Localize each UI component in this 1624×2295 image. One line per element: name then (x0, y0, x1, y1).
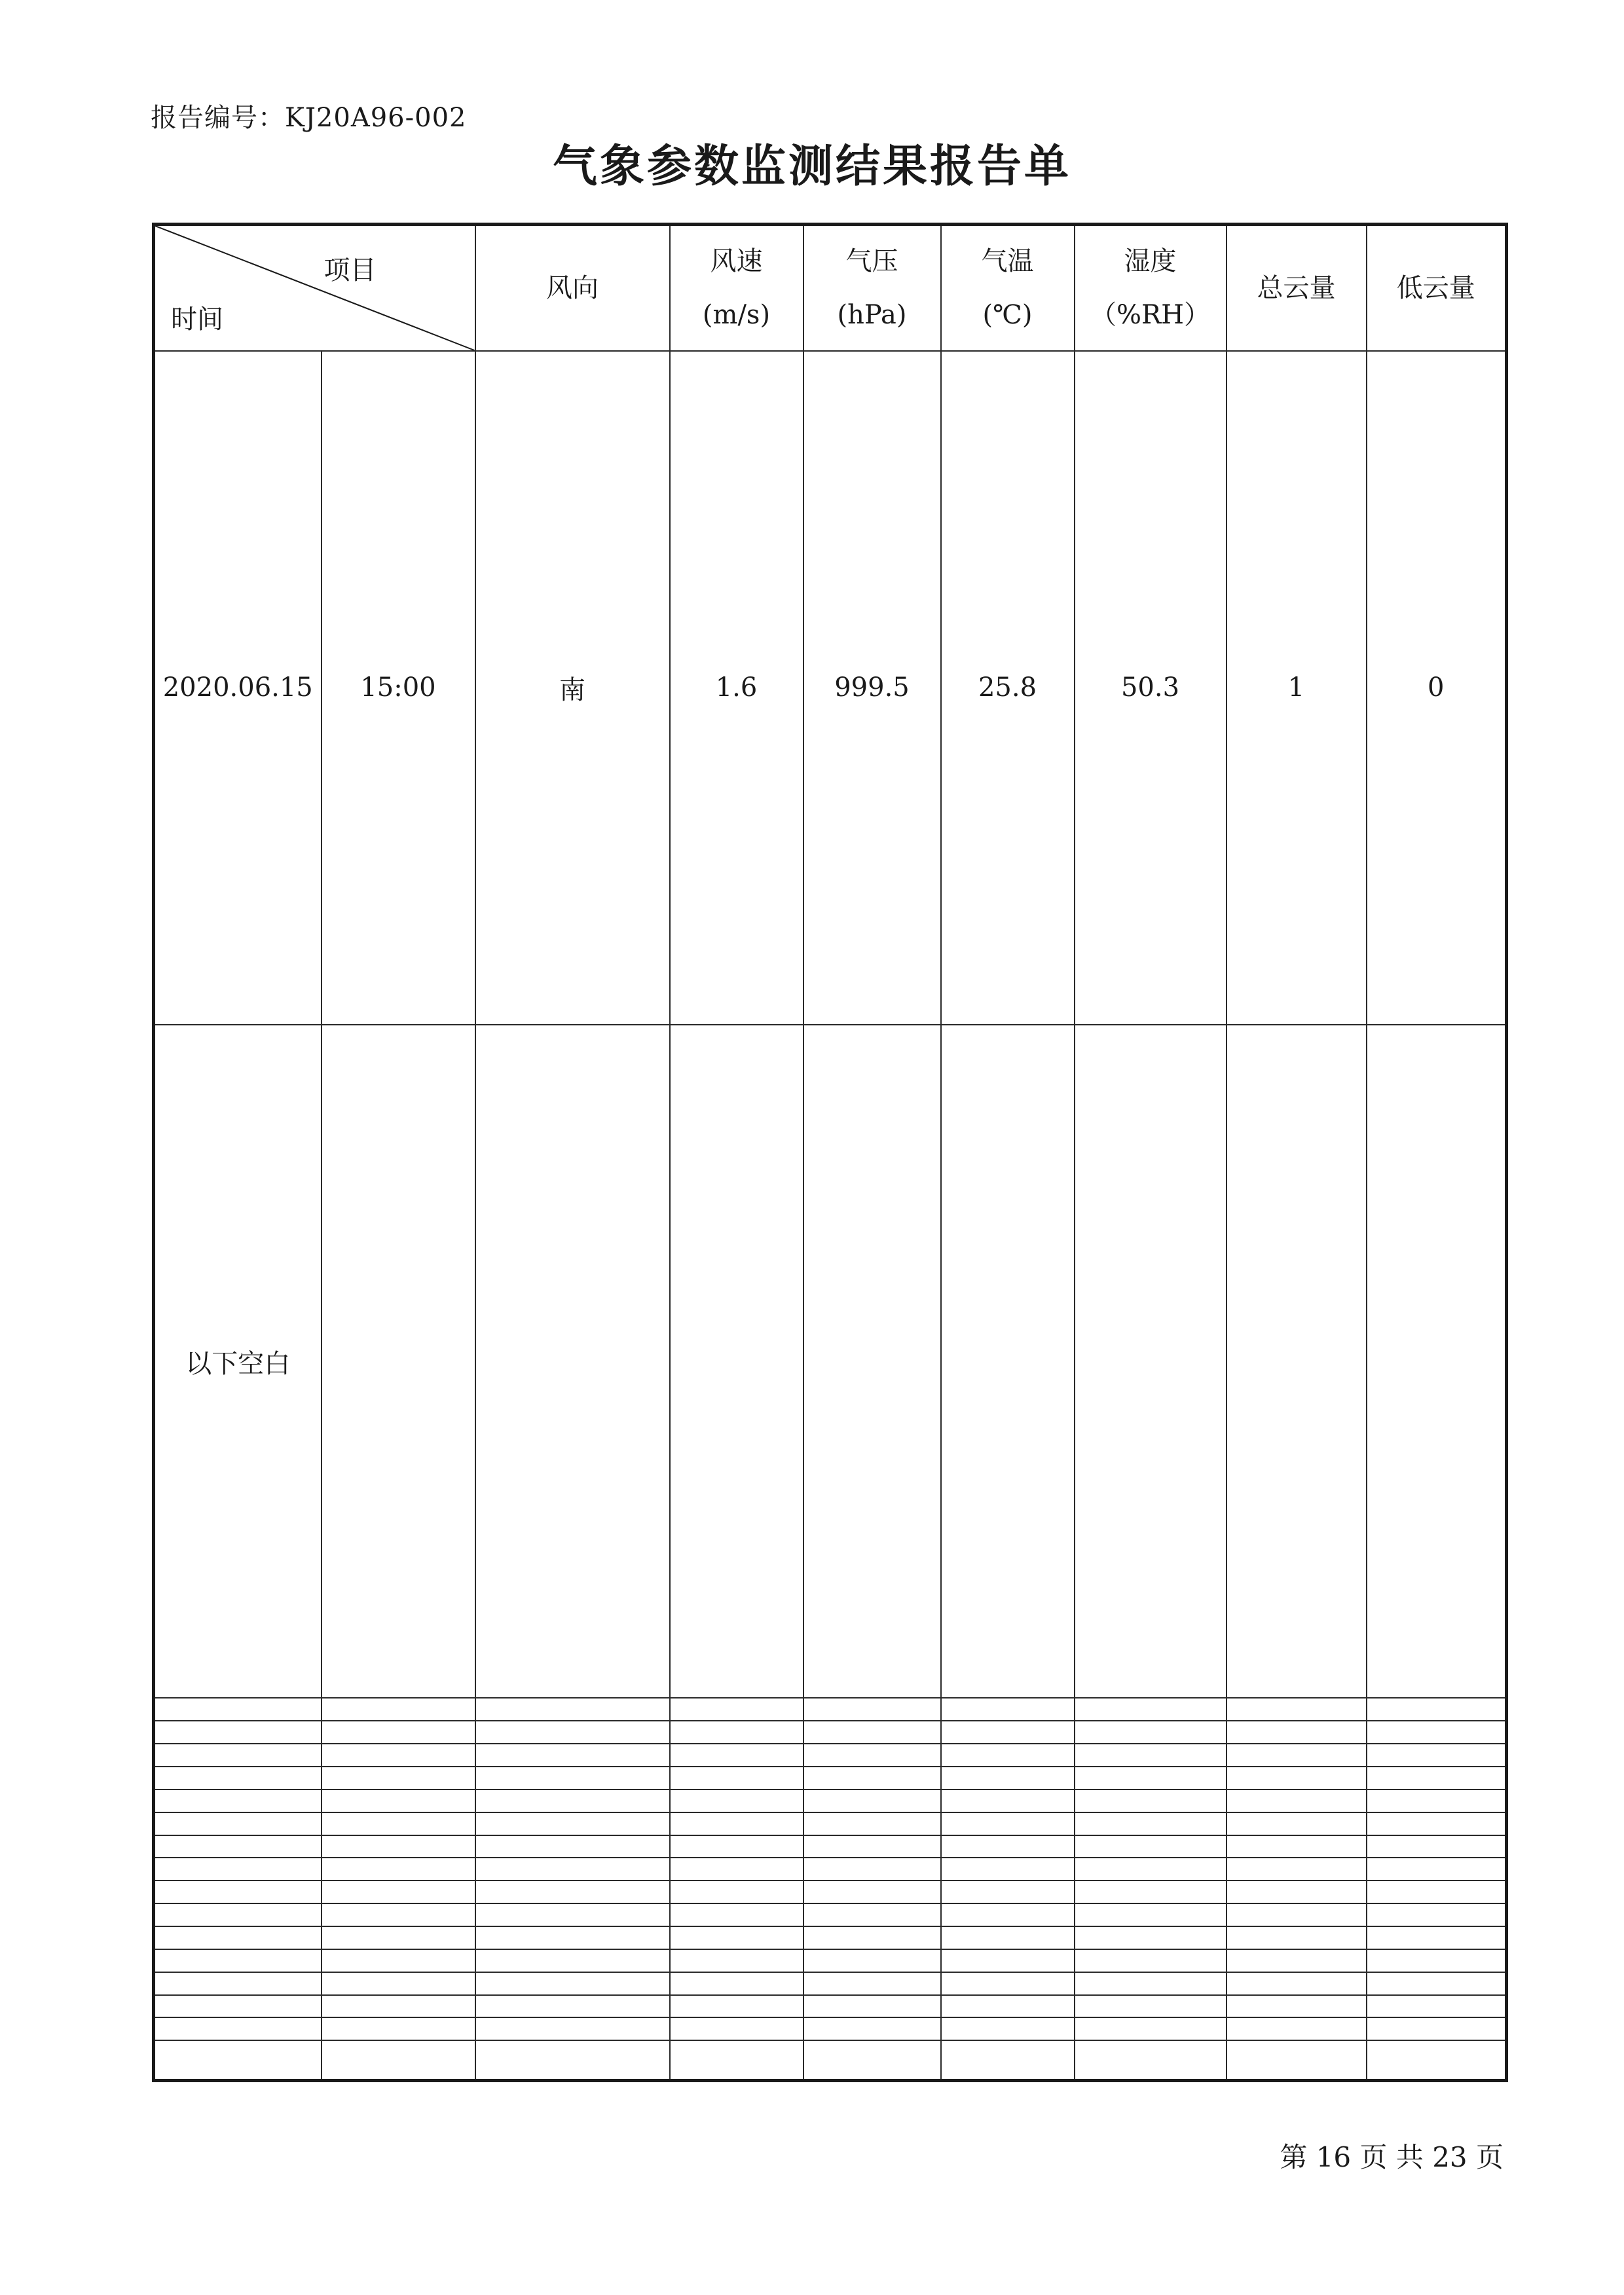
column-name: 风速 (710, 246, 763, 276)
empty-cell (1075, 1744, 1227, 1767)
empty-cell (1367, 1881, 1507, 1903)
empty-cell (154, 1790, 322, 1812)
empty-cell (322, 1025, 475, 1698)
cell-time: 15:00 (322, 351, 475, 1025)
empty-cell (1227, 1972, 1367, 1995)
table-row (154, 1025, 1507, 1698)
column-unit: (m/s) (702, 300, 771, 330)
empty-cell (803, 1995, 941, 2018)
empty-cell (154, 2017, 322, 2040)
cell-wind-speed: 1.6 (670, 351, 803, 1025)
report-number-value: KJ20A96-002 (285, 103, 467, 133)
empty-cell (1227, 1767, 1367, 1790)
empty-cell (475, 1972, 670, 1995)
empty-cell (475, 1903, 670, 1926)
empty-cell (803, 1721, 941, 1744)
table-row (154, 1926, 1507, 1949)
empty-cell (941, 1767, 1075, 1790)
empty-cell (322, 2040, 475, 2080)
empty-cell (1367, 1721, 1507, 1744)
table-row (154, 1744, 1507, 1767)
empty-cell (941, 1995, 1075, 2018)
empty-cell (1227, 1926, 1367, 1949)
empty-cell (941, 1858, 1075, 1881)
empty-cell (670, 1744, 803, 1767)
empty-cell (941, 1926, 1075, 1949)
empty-cell (322, 1858, 475, 1881)
empty-cell (1367, 1926, 1507, 1949)
empty-cell (1227, 1025, 1367, 1698)
empty-cell (941, 2017, 1075, 2040)
empty-cell (1227, 1721, 1367, 1744)
empty-cell (322, 1949, 475, 1972)
results-table (152, 223, 1508, 2082)
empty-cell (475, 1744, 670, 1767)
empty-cell (1075, 1721, 1227, 1744)
empty-cell (803, 1835, 941, 1858)
empty-cell (670, 1903, 803, 1926)
empty-cell (803, 1903, 941, 1926)
empty-cell (475, 2017, 670, 2040)
empty-cell (322, 1835, 475, 1858)
header-humidity (1075, 225, 1227, 352)
empty-cell (1075, 1949, 1227, 1972)
empty-cell (154, 1698, 322, 1721)
empty-cell (803, 1858, 941, 1881)
table-row (154, 2040, 1507, 2080)
empty-cell (670, 1995, 803, 2018)
empty-cell (803, 1926, 941, 1949)
column-name: 湿度 (1124, 246, 1177, 276)
table-row (154, 1790, 1507, 1812)
header-item-label: 项目 (323, 255, 377, 285)
header-temperature (941, 225, 1075, 352)
empty-cell (1367, 1744, 1507, 1767)
empty-cell (1367, 1903, 1507, 1926)
cell-pressure: 999.5 (803, 351, 941, 1025)
empty-cell (1227, 1903, 1367, 1926)
empty-cell (941, 1721, 1075, 1744)
header-wind-direction (475, 225, 670, 352)
empty-cell (803, 1767, 941, 1790)
empty-cell (1227, 1835, 1367, 1858)
table-row (154, 1767, 1507, 1790)
empty-cell (154, 1949, 322, 1972)
empty-cell (154, 1995, 322, 2018)
empty-cell (941, 1812, 1075, 1835)
table-row (154, 1949, 1507, 1972)
empty-cell (1075, 1903, 1227, 1926)
table-header-row (154, 225, 1507, 352)
empty-cell (1367, 1025, 1507, 1698)
empty-cell (670, 1025, 803, 1698)
page-number: 第 16 页 共 23 页 (1280, 2141, 1504, 2173)
empty-cell (1227, 2040, 1367, 2080)
empty-cell (154, 1926, 322, 1949)
empty-cell (1075, 1025, 1227, 1698)
header-time-label: 时间 (171, 304, 223, 335)
column-unit: (hPa) (837, 300, 907, 330)
header-total-cloud (1227, 225, 1367, 352)
cell-total-cloud: 1 (1227, 351, 1367, 1025)
empty-cell (1227, 1790, 1367, 1812)
empty-cell (1367, 1858, 1507, 1881)
empty-cell (154, 1721, 322, 1744)
empty-cell (670, 1858, 803, 1881)
empty-cell (1075, 2040, 1227, 2080)
empty-cell (1227, 1744, 1367, 1767)
empty-cell (1227, 1949, 1367, 1972)
empty-cell (322, 1790, 475, 1812)
empty-cell (803, 1790, 941, 1812)
empty-cell (670, 1881, 803, 1903)
column-unit: （%RH） (1090, 300, 1210, 330)
empty-cell (475, 1812, 670, 1835)
empty-cell (670, 2017, 803, 2040)
empty-cell (1075, 1767, 1227, 1790)
cell-temperature: 25.8 (941, 351, 1075, 1025)
empty-cell (322, 2017, 475, 2040)
cell-wind-direction: 南 (475, 351, 670, 1025)
empty-cell (1075, 1881, 1227, 1903)
table-row (154, 1812, 1507, 1835)
empty-cell (670, 1721, 803, 1744)
empty-cell (1075, 1812, 1227, 1835)
empty-cell (322, 1721, 475, 1744)
empty-cell (1075, 1995, 1227, 2018)
empty-cell (1075, 1858, 1227, 1881)
empty-cell (803, 1972, 941, 1995)
empty-cell (1227, 1995, 1367, 2018)
empty-cell (803, 1744, 941, 1767)
empty-cell (1075, 1698, 1227, 1721)
empty-cell (154, 2040, 322, 2080)
empty-cell (475, 1949, 670, 1972)
table-row (154, 1972, 1507, 1995)
empty-cell (670, 1812, 803, 1835)
column-name: 总云量 (1257, 273, 1336, 303)
empty-cell (670, 1835, 803, 1858)
table-row (154, 2017, 1507, 2040)
empty-cell (475, 1025, 670, 1698)
empty-cell (154, 1835, 322, 1858)
table-row (154, 1995, 1507, 2018)
column-name: 风向 (546, 273, 599, 303)
column-name: 气压 (845, 246, 898, 276)
empty-cell (941, 1903, 1075, 1926)
empty-cell (475, 1767, 670, 1790)
empty-cell (475, 1926, 670, 1949)
empty-cell (322, 1881, 475, 1903)
empty-cell (154, 1881, 322, 1903)
empty-cell (1367, 1995, 1507, 2018)
empty-cell (803, 2017, 941, 2040)
empty-cell (1227, 1881, 1367, 1903)
empty-cell (803, 1881, 941, 1903)
table-row (154, 1721, 1507, 1744)
empty-cell (475, 1721, 670, 1744)
table-row (154, 1881, 1507, 1903)
empty-cell (941, 1744, 1075, 1767)
empty-cell (803, 1812, 941, 1835)
empty-cell (1227, 1698, 1367, 1721)
empty-cell (475, 1835, 670, 1858)
empty-cell (322, 1812, 475, 1835)
cell-date: 2020.06.15 (154, 351, 322, 1025)
empty-cell (1367, 1812, 1507, 1835)
empty-cell (670, 1972, 803, 1995)
report-number-label: 报告编号： (151, 103, 285, 133)
empty-cell (941, 1835, 1075, 1858)
empty-cell (475, 1790, 670, 1812)
empty-cell (941, 1790, 1075, 1812)
empty-cell (322, 1972, 475, 1995)
header-wind-speed (670, 225, 803, 352)
empty-cell (941, 1972, 1075, 1995)
empty-cell (154, 1767, 322, 1790)
empty-cell (1075, 1790, 1227, 1812)
empty-cell (803, 2040, 941, 2080)
empty-cell (803, 1949, 941, 1972)
empty-cell (322, 1903, 475, 1926)
column-name: 低云量 (1396, 273, 1475, 303)
table-row (154, 1903, 1507, 1926)
empty-cell (670, 1790, 803, 1812)
empty-cell (1367, 1790, 1507, 1812)
empty-cell (670, 2040, 803, 2080)
empty-cell (941, 1881, 1075, 1903)
empty-cell (941, 1698, 1075, 1721)
empty-cell (1367, 1835, 1507, 1858)
empty-cell (941, 2040, 1075, 2080)
empty-cell (1367, 1949, 1507, 1972)
empty-cell (475, 1698, 670, 1721)
empty-cell (322, 1744, 475, 1767)
column-unit: (℃) (982, 300, 1033, 330)
empty-cell (941, 1025, 1075, 1698)
empty-cell (803, 1698, 941, 1721)
table-row (154, 351, 1507, 1025)
empty-cell (475, 2040, 670, 2080)
empty-cell (1367, 1698, 1507, 1721)
empty-cell (1367, 2017, 1507, 2040)
empty-cell (1367, 1767, 1507, 1790)
empty-cell (1075, 1926, 1227, 1949)
page-title: 气象参数监测结果报告单 (552, 141, 1071, 193)
table-row (154, 1835, 1507, 1858)
empty-cell (670, 1926, 803, 1949)
empty-cell (475, 1995, 670, 2018)
empty-cell (941, 1949, 1075, 1972)
empty-cell (154, 1903, 322, 1926)
report-number (151, 97, 466, 134)
cell-low-cloud: 0 (1367, 351, 1507, 1025)
empty-cell (322, 1767, 475, 1790)
empty-cell (154, 1744, 322, 1767)
empty-cell (154, 1812, 322, 1835)
table-row (154, 1858, 1507, 1881)
empty-cell (1367, 2040, 1507, 2080)
empty-cell (322, 1995, 475, 2018)
empty-cell (475, 1881, 670, 1903)
empty-cell (1075, 2017, 1227, 2040)
empty-cell (475, 1858, 670, 1881)
blank-note: 以下空白 (154, 1025, 322, 1698)
header-low-cloud (1367, 225, 1507, 352)
empty-cell (1227, 1858, 1367, 1881)
empty-cell (322, 1698, 475, 1721)
empty-cell (1075, 1972, 1227, 1995)
empty-cell (154, 1972, 322, 1995)
empty-cell (1075, 1835, 1227, 1858)
empty-cell (803, 1025, 941, 1698)
table-row (154, 1698, 1507, 1721)
empty-cell (1367, 1972, 1507, 1995)
empty-cell (1227, 1812, 1367, 1835)
empty-cell (670, 1949, 803, 1972)
empty-cell (670, 1767, 803, 1790)
empty-cell (154, 1858, 322, 1881)
empty-cell (670, 1698, 803, 1721)
column-name: 气温 (981, 246, 1034, 276)
cell-humidity: 50.3 (1075, 351, 1227, 1025)
empty-cell (322, 1926, 475, 1949)
empty-cell (1227, 2017, 1367, 2040)
diagonal-header-cell (154, 225, 475, 352)
header-pressure (803, 225, 941, 352)
